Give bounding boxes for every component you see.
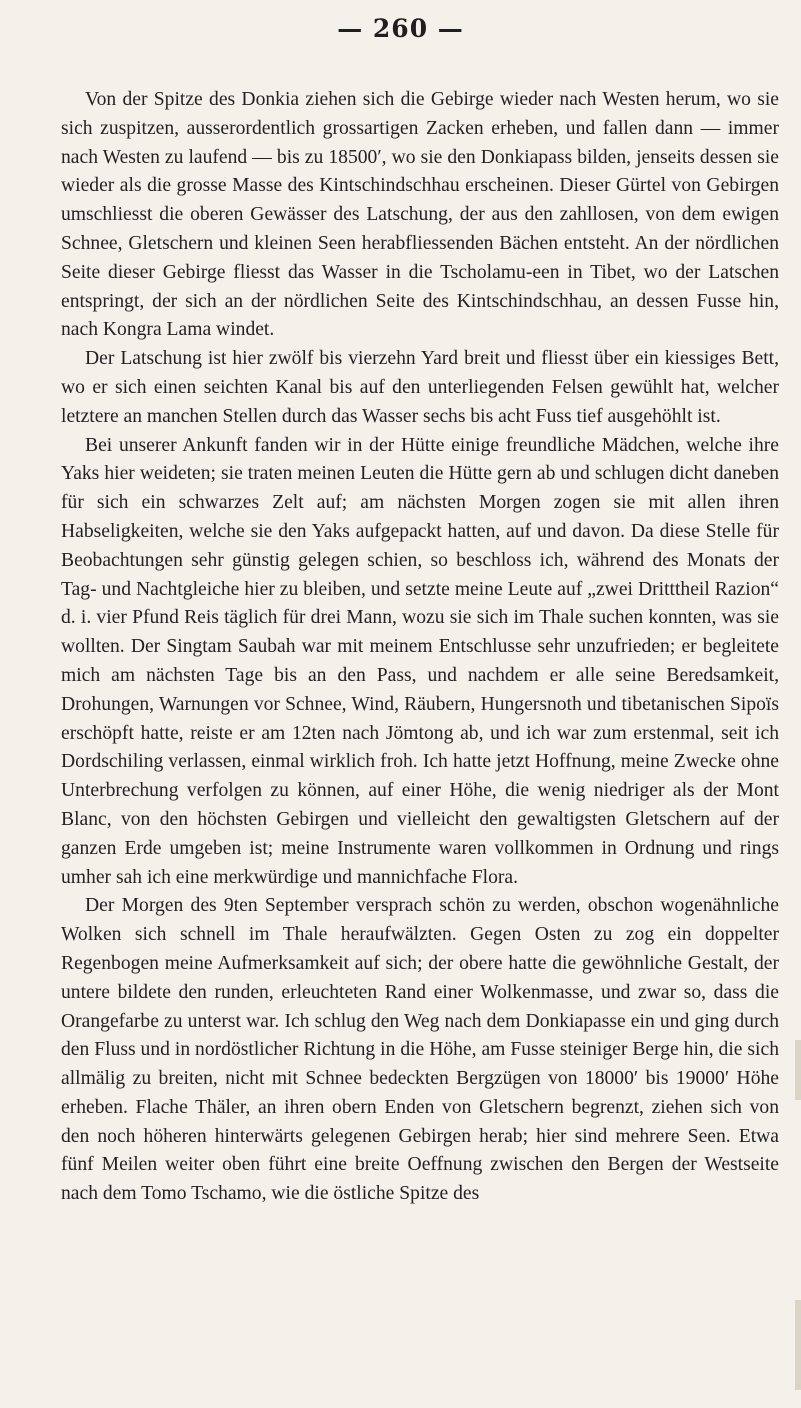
page-edge-shadow bbox=[795, 1040, 801, 1100]
page-edge-shadow bbox=[795, 1300, 801, 1390]
paragraph: Der Morgen des 9ten September versprach schön zu werden, obschon wogenähnliche Wolken sich schnell im Thale heraufwälzten. Gegen Osten zu zog ein doppelter Regenbogen meine Aufmerksamkeit auf sich; der obere hatte die gewöhnliche Gestalt, der untere bildete den runden, erleuchteten Rand einer Wolkenmasse, und zwar so, dass die Orangefarbe zu unterst war. Ich schlug den Weg nach dem Donkiapasse ein und ging durch den Fluss und in nordöstlicher Richtung in die Höhe, am Fusse steiniger Berge hin, die sich allmälig zu breiten, nicht mit Schnee bedeckten Bergzügen von 18000′ bis 19000′ Höhe erheben. Flache Thäler, an ihren obern Enden von Gletschern begrenzt, ziehen sich von den noch höheren hinterwärts gelegenen Gebirgen herab; hier sind mehrere Seen. Etwa fünf Meilen weiter oben führt eine breite Oeffnung zwischen den Bergen der Westseite nach dem Tomo Tschamo, wie die östliche Spitze des bbox=[61, 895, 779, 1205]
paragraph: Der Latschung ist hier zwölf bis vierzehn Yard breit und fliesst über ein kiessiges Bett, wo er sich einen seichten Kanal bis auf den unterliegenden Felsen gewühlt hat, welcher letztere an manchen Stellen durch das Wasser sechs bis acht Fuss tief ausgehöhlt ist. bbox=[61, 348, 779, 427]
paragraph: Bei unserer Ankunft fanden wir in der Hütte einige freundliche Mädchen, welche ihre Yaks hier weideten; sie traten meinen Leuten die Hütte gern ab und schlugen dicht daneben für sich ein schwarzes Zelt auf; am nächsten Morgen zogen sie mit allen ihren Habseligkeiten, welche sie den Yaks aufgepackt hatten, auf und davon. Da diese Stelle für Beobachtungen sehr günstig gelegen schien, so beschloss ich, während des Monats der Tag- und Nachtgleiche hier zu bleiben, und setzte meine Leute auf „zwei Dritttheil Razion“ d. i. vier Pfund Reis täglich für drei Mann, wozu sie sich im Thale suchen konnten, was sie wollten. Der Singtam Saubah war mit meinem Entschlusse sehr unzufrieden; er begleitete mich am nächsten Tage bis an den Pass, und nachdem er alle seine Beredsamkeit, Drohungen, Warnungen vor Schnee, Wind, Räubern, Hungersnoth und tibetanischen Sipoïs erschöpft hatte, reiste er am 12ten nach Jömtong ab, und ich war zum erstenmal, seit ich Dordschiling verlassen, einmal wirklich froh. Ich hatte jetzt Hoffnung, meine Zwecke ohne Unterbrechung verfolgen zu können, auf einer Höhe, die wenig niedriger als der Mont Blanc, von den höchsten Gebirgen und vielleicht den gewaltigsten Gletschern auf der ganzen Erde umgeben ist; meine Instrumente waren vollkommen in Ordnung und rings umher sah ich eine merkwürdige und mannichfache Flora. bbox=[61, 434, 779, 888]
body-text bbox=[61, 86, 779, 1209]
paragraph: Von der Spitze des Donkia ziehen sich die Gebirge wieder nach Westen herum, wo sie sich zuspitzen, ausserordentlich grossartigen Zacken erheben, und fallen dann — immer nach Westen zu laufend — bis zu 18500′, wo sie den Donkiapass bilden, jenseits dessen sie wieder als die grosse Masse des Kintschindschhau erscheinen. Dieser Gürtel von Gebirgen umschliesst die oberen Gewässer des Latschung, der aus den zahllosen, von dem ewigen Schnee, Gletschern und kleinen Seen herabfliessenden Bächen entsteht. An der nördlichen Seite dieser Gebirge fliesst das Wasser in die Tscholamu-een in Tibet, wo der Latschen entspringt, der sich an der nördlichen Seite des Kintschindschhau, an dessen Fusse hin, nach Kongra Lama windet. bbox=[61, 89, 779, 341]
page-number: — 260 — bbox=[337, 14, 464, 43]
